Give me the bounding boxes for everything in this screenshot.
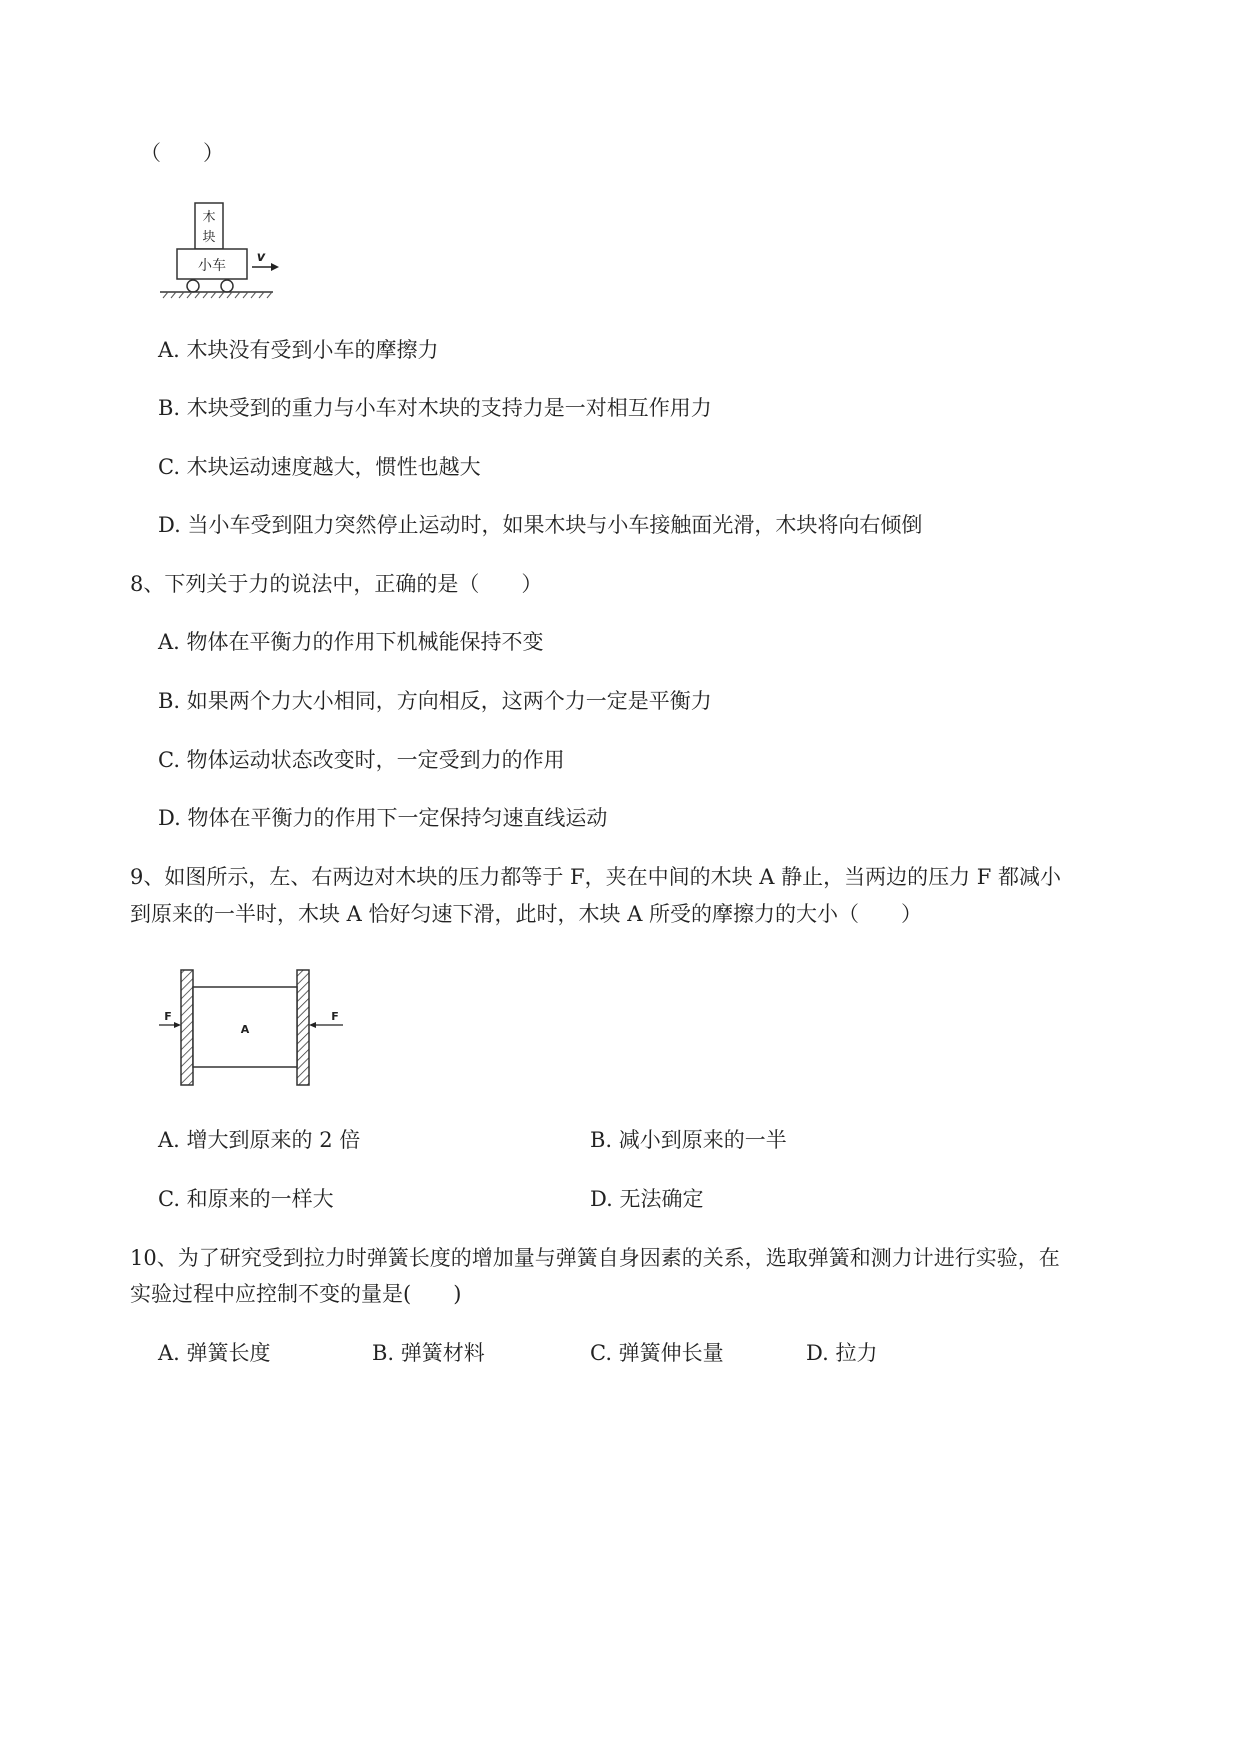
right-wall xyxy=(297,970,309,1085)
velocity-label: v xyxy=(256,250,266,265)
q9-option-c: C. 和原来的一样大 xyxy=(158,1187,334,1211)
q7-answer-bracket: （ ） xyxy=(140,141,224,165)
q7-option-a: A. 木块没有受到小车的摩擦力 xyxy=(158,338,439,362)
q10-option-b: B. 弹簧材料 xyxy=(372,1341,485,1365)
q8-option-a: A. 物体在平衡力的作用下机械能保持不变 xyxy=(158,630,544,654)
q7-cart-figure xyxy=(155,195,285,305)
q9-option-b: B. 减小到原来的一半 xyxy=(590,1128,787,1152)
cart-wheel-left xyxy=(187,280,199,292)
left-wall xyxy=(181,970,193,1085)
q10-option-a: A. 弹簧长度 xyxy=(158,1341,271,1365)
wood-block-label-1: 木 xyxy=(202,210,216,225)
q7-option-c: C. 木块运动速度越大，惯性也越大 xyxy=(158,455,481,479)
q8-option-c: C. 物体运动状态改变时，一定受到力的作用 xyxy=(158,748,565,772)
q8-option-b: B. 如果两个力大小相同，方向相反，这两个力一定是平衡力 xyxy=(158,689,712,713)
velocity-arrow-head xyxy=(271,263,279,271)
q10-stem-line-1: 10、为了研究受到拉力时弹簧长度的增加量与弹簧自身因素的关系，选取弹簧和测力计进行实验，在 xyxy=(130,1246,1060,1270)
q7-option-d: D. 当小车受到阻力突然停止运动时，如果木块与小车接触面光滑，木块将向右倾倒 xyxy=(158,513,923,537)
q8-stem: 8、下列关于力的说法中，正确的是（ ） xyxy=(130,572,543,596)
q10-option-c: C. 弹簧伸长量 xyxy=(590,1341,724,1365)
q10-stem-line-2: 实验过程中应控制不变的量是( ) xyxy=(130,1282,462,1306)
wood-block-label-2: 块 xyxy=(202,230,216,245)
q10-option-d: D. 拉力 xyxy=(806,1341,878,1365)
q9-option-d: D. 无法确定 xyxy=(590,1187,704,1211)
right-force-label: F xyxy=(331,1010,339,1023)
q9-stem-line-1: 9、如图所示，左、右两边对木块的压力都等于 F，夹在中间的木块 A 静止，当两边的压力 F 都减小 xyxy=(130,865,1062,889)
q9-stem-line-2: 到原来的一半时，木块 A 恰好匀速下滑，此时，木块 A 所受的摩擦力的大小（ ） xyxy=(130,902,923,926)
right-force-arrow-head xyxy=(309,1022,316,1028)
q9-clamp-figure xyxy=(155,965,350,1090)
cart-wheel-right xyxy=(221,280,233,292)
q8-option-d: D. 物体在平衡力的作用下一定保持匀速直线运动 xyxy=(158,806,608,830)
ground-hatching xyxy=(163,292,272,298)
cart-label: 小车 xyxy=(198,258,226,274)
q7-option-b: B. 木块受到的重力与小车对木块的支持力是一对相互作用力 xyxy=(158,396,712,420)
left-force-arrow-head xyxy=(174,1022,181,1028)
block-a-label: A xyxy=(240,1023,250,1036)
q9-option-a: A. 增大到原来的 2 倍 xyxy=(158,1128,361,1152)
left-force-label: F xyxy=(164,1010,172,1023)
